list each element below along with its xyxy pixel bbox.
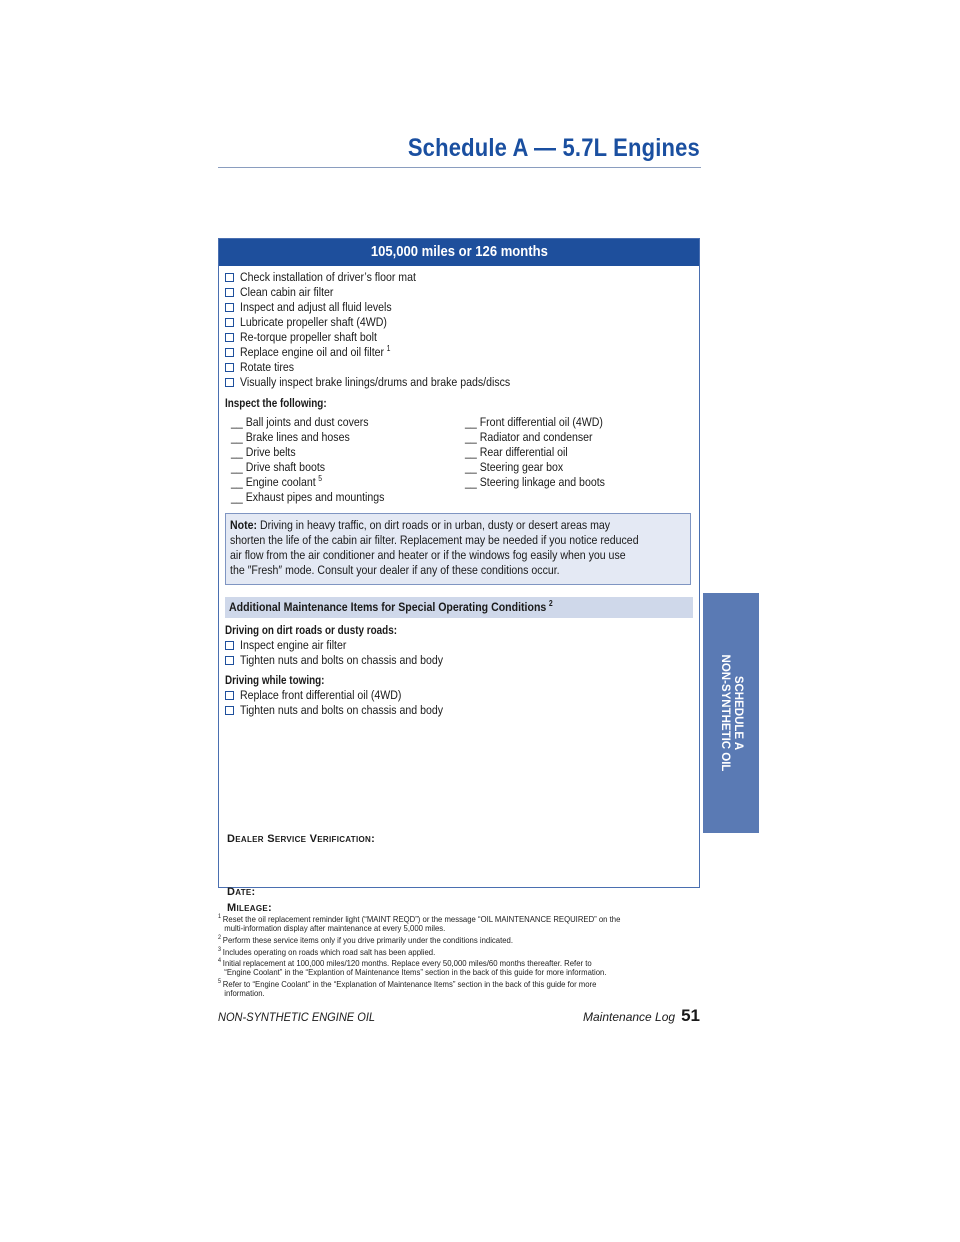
checkbox-icon[interactable] (225, 288, 234, 297)
additional-items-heading-text (229, 597, 553, 618)
footnote-text: information. (224, 988, 265, 999)
footer-oil-type: NON-SYNTHETIC ENGINE OIL (218, 1010, 376, 1024)
condition-heading-text: Driving while towing: (225, 675, 325, 687)
inspect-item-text (465, 475, 605, 490)
condition-heading (225, 624, 699, 638)
inspect-item-text (231, 445, 296, 460)
footnote-number: 2 (218, 935, 222, 942)
inspect-item (465, 475, 699, 490)
footer-section: Maintenance Log (583, 1010, 676, 1024)
inspect-item (465, 460, 699, 475)
inspect-item-label: __ Ball joints and dust covers (231, 415, 369, 429)
inspect-item (231, 415, 465, 430)
inspect-item-text (465, 445, 568, 460)
checklist-item-label: Tighten nuts and bolts on chassis and body (240, 653, 444, 667)
footnote-ref: 5 (318, 473, 323, 483)
inspect-item-text (231, 475, 322, 490)
inspect-item-text (465, 415, 603, 430)
condition-checklist (225, 688, 699, 718)
inspect-item-text (465, 460, 563, 475)
footer-page-info (583, 1006, 700, 1026)
inspect-item-label: __ Steering gear box (465, 460, 564, 474)
inspect-item (465, 415, 699, 430)
inspect-item (465, 445, 699, 460)
checklist-item-text (240, 638, 346, 653)
side-tab-line1: SCHEDULE A (732, 675, 744, 751)
checklist-item (225, 688, 699, 703)
inspect-item (231, 460, 465, 475)
checklist-item (225, 315, 699, 330)
checklist-item-text (240, 345, 390, 360)
additional-heading-label: Additional Maintenance Items for Special Operating Conditions (229, 600, 547, 614)
checklist-item (225, 653, 699, 668)
checklist-item (225, 270, 699, 285)
footnote-line (218, 978, 652, 989)
maintenance-panel (218, 238, 700, 914)
inspect-item-label: __ Rear differential oil (465, 445, 568, 459)
checklist-item (225, 300, 699, 315)
footnote-text: “Engine Coolant” in the “Explantion of Maintenance Items” section in the back of this guide for more information. (224, 967, 607, 978)
footnote-number: 3 (218, 946, 222, 953)
checklist-item-text (240, 315, 387, 330)
inspect-item (231, 475, 465, 490)
checkbox-icon[interactable] (225, 378, 234, 387)
checklist-item (225, 703, 699, 718)
footnote-text: Refer to “Engine Coolant” in the “Explanation of Maintenance Items” section in the back of this guide for more (222, 978, 597, 989)
footnote-text: Initial replacement at 100,000 miles/120 months. Replace every 50,000 miles/60 months thereafter. Refer to (222, 957, 592, 968)
checklist-item-text (240, 688, 401, 703)
title-divider (218, 167, 701, 168)
footnote-text: Includes operating on roads which road salt has been applied. (222, 946, 436, 957)
dealer-verification-label: Dealer Service Verification: (227, 833, 376, 845)
checklist-item-text (240, 285, 333, 300)
checklist-item-label: Visually inspect brake linings/drums and brake pads/discs (240, 375, 511, 389)
inspect-columns (225, 415, 699, 505)
checkbox-icon[interactable] (225, 691, 234, 700)
inspect-item-text (231, 490, 384, 505)
note-line: shorten the life of the cabin air filter. Replacement may be needed if you notice reduced (230, 533, 639, 547)
checklist-item-label: Clean cabin air filter (240, 285, 334, 299)
checklist-item (225, 285, 699, 300)
panel-header (219, 239, 699, 266)
side-tab-text (718, 655, 744, 772)
inspect-column-left (231, 415, 465, 505)
inspect-heading-text: Inspect the following: (225, 398, 327, 410)
footnote-text: Perform these service items only if you drive primarily under the conditions indicated. (222, 934, 513, 945)
condition-heading (225, 674, 699, 688)
note-line: the ″Fresh″ mode. Consult your dealer if any of these conditions occur. (230, 563, 560, 577)
footnotes (218, 913, 700, 999)
checkbox-icon[interactable] (225, 333, 234, 342)
inspect-item (231, 430, 465, 445)
footnote-number: 1 (218, 914, 222, 920)
footnote-number: 4 (218, 957, 222, 964)
checklist-item-label: Check installation of driver’s floor mat (240, 270, 416, 284)
page-number: 51 (681, 1006, 700, 1025)
condition-checklist (225, 638, 699, 668)
checklist-item-label: Inspect engine air filter (240, 638, 347, 652)
inspect-item-label: __ Radiator and condenser (465, 430, 593, 444)
condition-heading-text: Driving on dirt roads or dusty roads: (225, 625, 397, 637)
inspect-item-text (231, 415, 369, 430)
checklist-item-label: Replace front differential oil (4WD) (240, 688, 402, 702)
inspect-item (465, 430, 699, 445)
footnote-ref: 2 (548, 598, 553, 608)
mileage-label: Mileage: (227, 902, 273, 914)
footnote-line (218, 924, 652, 934)
checkbox-icon[interactable] (225, 318, 234, 327)
checklist-item-label: Lubricate propeller shaft (4WD) (240, 315, 387, 329)
inspect-item-label: __ Drive shaft boots (231, 460, 326, 474)
checklist-item-label: Tighten nuts and bolts on chassis and body (240, 703, 444, 717)
checklist-item-text (240, 703, 443, 718)
panel-header-text: 105,000 miles or 126 months (370, 244, 548, 260)
checkbox-icon[interactable] (225, 363, 234, 372)
checkbox-icon[interactable] (225, 706, 234, 715)
panel-body (219, 270, 699, 914)
inspect-item-label: __ Steering linkage and boots (465, 475, 605, 489)
checklist-item-text (240, 300, 392, 315)
checkbox-icon[interactable] (225, 641, 234, 650)
footnote-line (218, 968, 652, 978)
section-side-tab (703, 593, 759, 833)
checklist-item-text (240, 330, 377, 345)
checklist-item (225, 330, 699, 345)
footnote-line (218, 934, 652, 945)
checkbox-icon[interactable] (225, 303, 234, 312)
note-line (230, 518, 620, 533)
checklist-item (225, 360, 699, 375)
checklist-item-label: Rotate tires (240, 360, 295, 374)
checklist-item (225, 375, 699, 390)
inspect-item-label: __ Exhaust pipes and mountings (231, 490, 385, 504)
inspect-item (231, 445, 465, 460)
footnote-number: 5 (218, 979, 222, 985)
checklist-item (225, 345, 699, 360)
special-conditions (225, 624, 699, 718)
note-box (225, 513, 691, 585)
checklist-item (225, 638, 699, 653)
side-tab-line2: NON-SYNTHETIC OIL (719, 654, 731, 772)
checkbox-icon[interactable] (225, 348, 234, 357)
checklist-item-text (240, 270, 416, 285)
footnote-text: multi-information display after maintenance at every 5,000 miles. (224, 923, 446, 934)
date-label: Date: (227, 886, 256, 898)
note-line: air flow from the air conditioner and heater or if the windows fog easily when you use (230, 548, 626, 562)
inspect-item (231, 490, 465, 505)
checklist-item-label: Replace engine oil and oil filter (240, 345, 385, 359)
checklist-item-label: Re-torque propeller shaft bolt (240, 330, 377, 344)
checklist-item-text (240, 375, 510, 390)
inspect-item-text (465, 430, 593, 445)
inspect-item-text (231, 430, 350, 445)
footnote-text: Reset the oil replacement reminder light (“MAINT REQD”) or the message “OIL MAINTENANCE REQUIRED” on the (222, 913, 621, 924)
inspect-item-label: __ Brake lines and hoses (231, 430, 350, 444)
footnote-line (218, 989, 652, 999)
inspect-item-text (231, 460, 325, 475)
checkbox-icon[interactable] (225, 656, 234, 665)
checklist-item-text (240, 653, 443, 668)
additional-items-heading (225, 597, 693, 618)
note-label: Note: (230, 518, 258, 532)
inspect-heading (225, 397, 699, 412)
inspect-item-label: __ Engine coolant (231, 475, 316, 489)
inspect-item-label: __ Drive belts (231, 445, 296, 459)
footnote-ref: 1 (386, 343, 391, 353)
footnote-line (218, 946, 652, 957)
inspect-column-right (465, 415, 699, 505)
service-checklist (225, 270, 699, 390)
checkbox-icon[interactable] (225, 273, 234, 282)
checklist-item-label: Inspect and adjust all fluid levels (240, 300, 392, 314)
page-title: Schedule A — 5.7L Engines (407, 134, 700, 162)
note-line-text: Driving in heavy traffic, on dirt roads or in urban, dusty or desert areas may (257, 518, 611, 532)
inspect-item-label: __ Front differential oil (4WD) (465, 415, 603, 429)
checklist-item-text (240, 360, 294, 375)
